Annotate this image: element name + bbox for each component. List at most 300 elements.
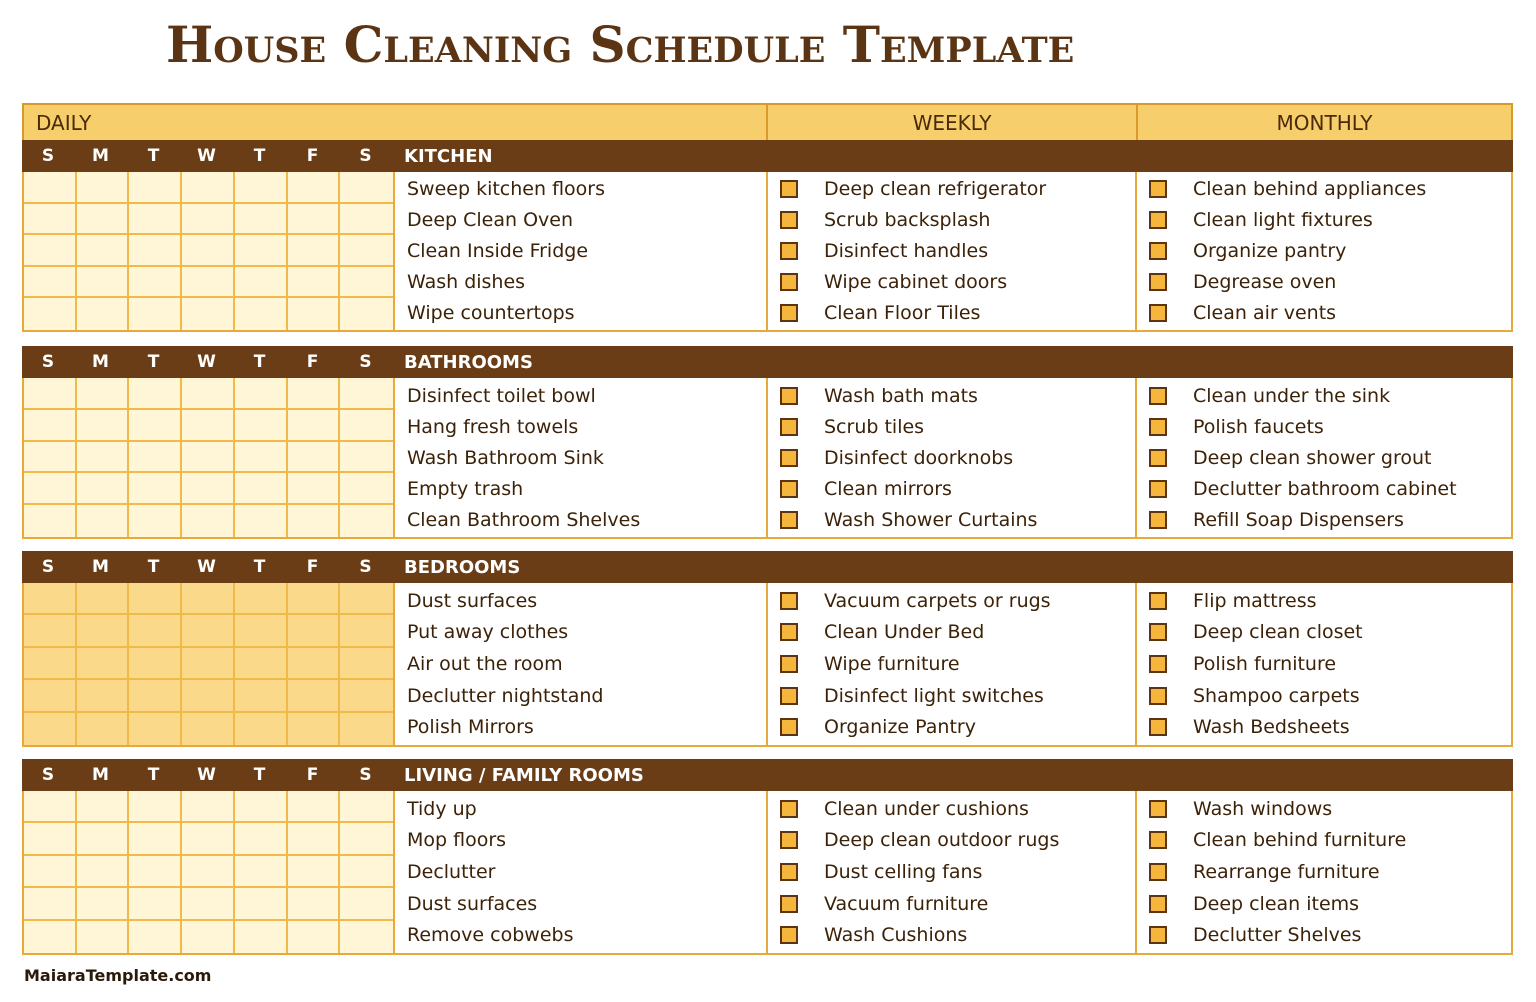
day-check-cell[interactable] [340, 921, 393, 953]
day-letter: W [197, 765, 216, 785]
section-body [22, 172, 1513, 332]
task-label: Clean Floor Tiles [824, 301, 981, 324]
day-check-cell[interactable] [182, 583, 235, 615]
weekly-task-item[interactable] [780, 617, 1135, 647]
day-check-cell[interactable] [77, 615, 130, 647]
checkbox-icon[interactable] [780, 592, 798, 610]
checkbox-icon[interactable] [1149, 242, 1167, 260]
day-check-cell[interactable] [182, 615, 235, 647]
task-label: Declutter Shelves [1193, 924, 1362, 947]
day-check-cell[interactable] [129, 505, 182, 537]
day-check-cell[interactable] [77, 204, 130, 236]
day-letter: T [253, 765, 266, 785]
day-check-cell[interactable] [77, 856, 130, 888]
day-check-cell[interactable] [182, 204, 235, 236]
monthly-task-item[interactable] [1149, 298, 1511, 328]
daily-task-item [407, 825, 766, 855]
monthly-task-item[interactable] [1149, 443, 1511, 473]
day-check-cell[interactable] [288, 615, 341, 647]
checkbox-icon[interactable] [780, 687, 798, 705]
monthly-task-item[interactable] [1149, 236, 1511, 266]
checkbox-icon[interactable] [1149, 926, 1167, 944]
day-check-cell[interactable] [129, 615, 182, 647]
checkbox-icon[interactable] [1149, 831, 1167, 849]
day-check-cell[interactable] [129, 713, 182, 745]
day-check-cell[interactable] [235, 267, 288, 299]
day-check-cell[interactable] [288, 473, 341, 505]
day-letter: F [306, 557, 319, 577]
task-label: Deep clean closet [1193, 621, 1363, 644]
day-check-cell[interactable] [24, 204, 77, 236]
day-check-cell[interactable] [235, 823, 288, 855]
monthly-task-item[interactable] [1149, 857, 1511, 887]
monthly-task-item[interactable] [1149, 267, 1511, 297]
task-label: Dust celling fans [824, 860, 983, 883]
daily-task-item [407, 205, 766, 235]
weekly-task-item[interactable] [780, 298, 1135, 328]
day-check-cell[interactable] [182, 473, 235, 505]
day-check-cell[interactable] [182, 172, 235, 204]
task-label: Deep clean items [1193, 892, 1360, 915]
day-check-cell[interactable] [235, 791, 288, 823]
day-check-cell[interactable] [235, 410, 288, 442]
day-check-cell[interactable] [77, 267, 130, 299]
day-letter: F [306, 765, 319, 785]
day-check-cell[interactable] [129, 298, 182, 330]
day-check-cell[interactable] [129, 888, 182, 920]
daily-task-item [407, 586, 766, 616]
day-check-cell[interactable] [235, 680, 288, 712]
day-check-cell[interactable] [235, 505, 288, 537]
checkbox-icon[interactable] [780, 895, 798, 913]
day-check-cell[interactable] [288, 583, 341, 615]
daily-task-item [407, 443, 766, 473]
section-header [22, 551, 1513, 583]
day-check-cell[interactable] [288, 648, 341, 680]
monthly-task-item[interactable] [1149, 412, 1511, 442]
monthly-task-item[interactable] [1149, 505, 1511, 535]
day-check-cell[interactable] [235, 378, 288, 410]
weekly-task-list [768, 172, 1137, 330]
daily-task-item [407, 412, 766, 442]
checkbox-icon[interactable] [780, 180, 798, 198]
section-header [22, 346, 1513, 378]
weekly-task-item[interactable] [780, 681, 1135, 711]
checkbox-icon[interactable] [780, 449, 798, 467]
section-body [22, 378, 1513, 539]
day-letter: S [41, 146, 55, 166]
day-check-cell[interactable] [182, 298, 235, 330]
day-check-cell[interactable] [288, 442, 341, 474]
section-body [22, 791, 1513, 955]
day-check-cell[interactable] [129, 172, 182, 204]
daily-task-item [407, 920, 766, 950]
monthly-task-item[interactable] [1149, 174, 1511, 204]
daily-task-list [395, 791, 768, 953]
section-living-family-rooms [22, 759, 1513, 955]
monthly-column-header: MONTHLY [1276, 110, 1373, 135]
day-check-cell[interactable] [77, 442, 130, 474]
checkbox-icon[interactable] [1149, 211, 1167, 229]
checkbox-icon[interactable] [1149, 592, 1167, 610]
day-check-cell[interactable] [129, 680, 182, 712]
weekly-task-item[interactable] [780, 857, 1135, 887]
checkbox-icon[interactable] [1149, 687, 1167, 705]
day-check-cell[interactable] [340, 172, 393, 204]
day-check-cell[interactable] [340, 235, 393, 267]
day-check-cell[interactable] [77, 648, 130, 680]
day-check-cell[interactable] [24, 791, 77, 823]
day-check-cell[interactable] [24, 583, 77, 615]
day-check-cell[interactable] [129, 473, 182, 505]
checkbox-icon[interactable] [780, 480, 798, 498]
day-check-cell[interactable] [129, 791, 182, 823]
day-check-cell[interactable] [288, 888, 341, 920]
monthly-task-item[interactable] [1149, 825, 1511, 855]
monthly-task-item[interactable] [1149, 920, 1511, 950]
checkbox-icon[interactable] [1149, 273, 1167, 291]
day-letter: M [92, 352, 109, 372]
checkbox-icon[interactable] [780, 623, 798, 641]
section-body [22, 583, 1513, 747]
day-check-cell[interactable] [77, 680, 130, 712]
task-label: Wash Bathroom Sink [407, 446, 604, 469]
day-check-cell[interactable] [235, 921, 288, 953]
day-check-cell[interactable] [182, 648, 235, 680]
day-check-cell[interactable] [129, 648, 182, 680]
day-check-cell[interactable] [24, 298, 77, 330]
day-check-cell[interactable] [77, 235, 130, 267]
day-letter: M [92, 146, 109, 166]
day-check-cell[interactable] [235, 442, 288, 474]
task-label: Vacuum carpets or rugs [824, 589, 1051, 612]
weekly-task-item[interactable] [780, 712, 1135, 742]
checkbox-icon[interactable] [780, 242, 798, 260]
day-check-cell[interactable] [129, 442, 182, 474]
day-letter: F [306, 146, 319, 166]
checkbox-icon[interactable] [780, 211, 798, 229]
daily-task-item [407, 794, 766, 824]
day-check-cell[interactable] [129, 921, 182, 953]
day-check-cell[interactable] [340, 713, 393, 745]
task-label: Deep clean outdoor rugs [824, 829, 1060, 852]
day-check-cell[interactable] [288, 791, 341, 823]
page-title: House Cleaning Schedule Template [166, 15, 1075, 74]
weekly-task-item[interactable] [780, 586, 1135, 616]
day-check-cell[interactable] [129, 235, 182, 267]
day-letter: T [253, 352, 266, 372]
day-check-cell[interactable] [182, 823, 235, 855]
day-check-cell[interactable] [235, 888, 288, 920]
day-check-cell[interactable] [340, 888, 393, 920]
day-check-cell[interactable] [24, 267, 77, 299]
day-check-cell[interactable] [340, 378, 393, 410]
day-check-cell[interactable] [182, 442, 235, 474]
day-check-cell[interactable] [24, 615, 77, 647]
day-check-cell[interactable] [235, 713, 288, 745]
day-check-cell[interactable] [340, 680, 393, 712]
day-check-cell[interactable] [182, 888, 235, 920]
checkbox-icon[interactable] [1149, 418, 1167, 436]
day-check-cell[interactable] [24, 921, 77, 953]
daily-task-item [407, 681, 766, 711]
day-check-cell[interactable] [340, 856, 393, 888]
monthly-task-item[interactable] [1149, 649, 1511, 679]
task-label: Declutter bathroom cabinet [1193, 477, 1457, 500]
checkbox-icon[interactable] [780, 718, 798, 736]
day-letter: M [92, 765, 109, 785]
day-check-cell[interactable] [340, 442, 393, 474]
weekly-task-item[interactable] [780, 505, 1135, 535]
monthly-task-list [1137, 378, 1511, 537]
day-check-cell[interactable] [235, 648, 288, 680]
day-check-cell[interactable] [77, 823, 130, 855]
day-check-cell[interactable] [129, 204, 182, 236]
monthly-task-item[interactable] [1149, 205, 1511, 235]
daily-task-item [407, 381, 766, 411]
day-check-cell[interactable] [340, 823, 393, 855]
monthly-task-item[interactable] [1149, 474, 1511, 504]
day-check-cell[interactable] [340, 298, 393, 330]
day-check-cell[interactable] [340, 473, 393, 505]
daily-task-item [407, 267, 766, 297]
daily-tracking-grid [24, 791, 395, 953]
day-check-cell[interactable] [182, 378, 235, 410]
day-check-cell[interactable] [77, 505, 130, 537]
day-check-cell[interactable] [24, 648, 77, 680]
day-check-cell[interactable] [24, 680, 77, 712]
task-label: Clean behind furniture [1193, 829, 1407, 852]
task-label: Clean mirrors [824, 477, 952, 500]
daily-task-item [407, 857, 766, 887]
weekly-task-item[interactable] [780, 267, 1135, 297]
day-check-cell[interactable] [340, 791, 393, 823]
weekly-task-item[interactable] [780, 381, 1135, 411]
weekly-task-item[interactable] [780, 236, 1135, 266]
task-label: Deep clean refrigerator [824, 178, 1047, 201]
weekly-task-item[interactable] [780, 920, 1135, 950]
day-check-cell[interactable] [235, 583, 288, 615]
day-check-cell[interactable] [24, 378, 77, 410]
day-check-cell[interactable] [182, 410, 235, 442]
day-check-cell[interactable] [235, 856, 288, 888]
day-check-cell[interactable] [24, 713, 77, 745]
weekly-task-list [768, 378, 1137, 537]
daily-task-item [407, 889, 766, 919]
checkbox-icon[interactable] [1149, 800, 1167, 818]
task-label: Scrub backsplash [824, 209, 991, 232]
task-label: Declutter nightstand [407, 684, 604, 707]
day-check-cell[interactable] [77, 473, 130, 505]
monthly-task-item[interactable] [1149, 381, 1511, 411]
day-check-cell[interactable] [24, 856, 77, 888]
day-check-cell[interactable] [77, 921, 130, 953]
weekly-task-list [768, 583, 1137, 745]
day-check-cell[interactable] [77, 791, 130, 823]
daily-task-list [395, 583, 768, 745]
checkbox-icon[interactable] [780, 511, 798, 529]
checkbox-icon[interactable] [1149, 387, 1167, 405]
day-check-cell[interactable] [288, 921, 341, 953]
day-check-cell[interactable] [77, 410, 130, 442]
weekly-task-item[interactable] [780, 649, 1135, 679]
day-check-cell[interactable] [340, 648, 393, 680]
checkbox-icon[interactable] [1149, 180, 1167, 198]
day-check-cell[interactable] [24, 823, 77, 855]
checkbox-icon[interactable] [780, 800, 798, 818]
monthly-task-item[interactable] [1149, 617, 1511, 647]
day-check-cell[interactable] [24, 505, 77, 537]
checkbox-icon[interactable] [780, 926, 798, 944]
day-check-cell[interactable] [235, 473, 288, 505]
checkbox-icon[interactable] [1149, 623, 1167, 641]
day-check-cell[interactable] [24, 172, 77, 204]
task-label: Wipe cabinet doors [824, 270, 1008, 293]
day-check-cell[interactable] [235, 172, 288, 204]
day-letter: S [359, 557, 372, 577]
day-check-cell[interactable] [288, 378, 341, 410]
day-check-cell[interactable] [288, 267, 341, 299]
day-check-cell[interactable] [288, 713, 341, 745]
day-check-cell[interactable] [24, 888, 77, 920]
monthly-task-item[interactable] [1149, 681, 1511, 711]
monthly-task-item[interactable] [1149, 889, 1511, 919]
task-label: Polish furniture [1193, 652, 1337, 675]
checkbox-icon[interactable] [1149, 895, 1167, 913]
day-check-cell[interactable] [129, 823, 182, 855]
task-label: Deep Clean Oven [407, 209, 573, 232]
weekly-task-item[interactable] [780, 443, 1135, 473]
checkbox-icon[interactable] [780, 863, 798, 881]
day-check-cell[interactable] [77, 298, 130, 330]
day-check-cell[interactable] [288, 856, 341, 888]
day-check-cell[interactable] [235, 235, 288, 267]
checkbox-icon[interactable] [780, 387, 798, 405]
day-check-cell[interactable] [182, 235, 235, 267]
day-check-cell[interactable] [129, 583, 182, 615]
day-check-cell[interactable] [182, 713, 235, 745]
weekly-task-item[interactable] [780, 174, 1135, 204]
day-check-cell[interactable] [129, 378, 182, 410]
day-check-cell[interactable] [182, 791, 235, 823]
day-check-cell[interactable] [129, 267, 182, 299]
task-label: Clean Inside Fridge [407, 239, 589, 262]
day-check-cell[interactable] [77, 172, 130, 204]
checkbox-icon[interactable] [780, 273, 798, 291]
checkbox-icon[interactable] [1149, 511, 1167, 529]
section-title: KITCHEN [404, 145, 493, 167]
day-check-cell[interactable] [182, 921, 235, 953]
monthly-task-item[interactable] [1149, 712, 1511, 742]
day-check-cell[interactable] [182, 856, 235, 888]
day-letter: S [41, 765, 55, 785]
checkbox-icon[interactable] [1149, 449, 1167, 467]
day-check-cell[interactable] [288, 235, 341, 267]
daily-task-item [407, 236, 766, 266]
checkbox-icon[interactable] [780, 304, 798, 322]
checkbox-icon[interactable] [780, 418, 798, 436]
task-label: Disinfect handles [824, 239, 989, 262]
day-letter: T [253, 557, 266, 577]
day-check-cell[interactable] [235, 204, 288, 236]
task-label: Scrub tiles [824, 415, 925, 438]
day-check-cell[interactable] [340, 615, 393, 647]
day-check-cell[interactable] [340, 410, 393, 442]
checkbox-icon[interactable] [780, 655, 798, 673]
weekly-task-item[interactable] [780, 474, 1135, 504]
weekly-task-item[interactable] [780, 889, 1135, 919]
day-check-cell[interactable] [288, 680, 341, 712]
day-letter: S [41, 352, 55, 372]
daily-tracking-grid [24, 378, 395, 537]
day-check-cell[interactable] [24, 410, 77, 442]
day-check-cell[interactable] [288, 410, 341, 442]
checkbox-icon[interactable] [780, 831, 798, 849]
day-check-cell[interactable] [288, 172, 341, 204]
section-title: BEDROOMS [404, 556, 521, 578]
task-label: Wipe furniture [824, 652, 960, 675]
day-check-cell[interactable] [288, 204, 341, 236]
day-check-cell[interactable] [77, 583, 130, 615]
section-header [22, 759, 1513, 791]
weekly-task-item[interactable] [780, 825, 1135, 855]
day-check-cell[interactable] [235, 615, 288, 647]
day-check-cell[interactable] [288, 505, 341, 537]
day-check-cell[interactable] [24, 235, 77, 267]
task-label: Wash windows [1193, 797, 1333, 820]
day-check-cell[interactable] [288, 823, 341, 855]
section-kitchen [22, 140, 1513, 332]
section-bedrooms [22, 551, 1513, 747]
day-check-cell[interactable] [77, 378, 130, 410]
day-check-cell[interactable] [24, 473, 77, 505]
day-check-cell[interactable] [77, 888, 130, 920]
day-check-cell[interactable] [77, 713, 130, 745]
day-letter: T [147, 557, 160, 577]
day-check-cell[interactable] [340, 505, 393, 537]
day-check-cell[interactable] [235, 298, 288, 330]
task-label: Wash dishes [407, 270, 526, 293]
checkbox-icon[interactable] [1149, 718, 1167, 736]
checkbox-icon[interactable] [1149, 655, 1167, 673]
day-check-cell[interactable] [340, 267, 393, 299]
weekly-task-item[interactable] [780, 205, 1135, 235]
checkbox-icon[interactable] [1149, 480, 1167, 498]
task-label: Dust surfaces [407, 892, 538, 915]
day-letter: S [41, 557, 55, 577]
day-check-cell[interactable] [182, 505, 235, 537]
section-title: BATHROOMS [404, 351, 533, 373]
daily-task-item [407, 712, 766, 742]
day-check-cell[interactable] [288, 298, 341, 330]
monthly-task-item[interactable] [1149, 586, 1511, 616]
checkbox-icon[interactable] [1149, 304, 1167, 322]
weekly-task-item[interactable] [780, 794, 1135, 824]
day-check-cell[interactable] [129, 856, 182, 888]
checkbox-icon[interactable] [1149, 863, 1167, 881]
daily-tracking-grid [24, 172, 395, 330]
day-check-cell[interactable] [24, 442, 77, 474]
day-check-cell[interactable] [340, 583, 393, 615]
day-check-cell[interactable] [182, 680, 235, 712]
day-check-cell[interactable] [129, 410, 182, 442]
day-letter: F [306, 352, 319, 372]
task-label: Deep clean shower grout [1193, 446, 1432, 469]
monthly-task-item[interactable] [1149, 794, 1511, 824]
day-check-cell[interactable] [182, 267, 235, 299]
weekly-task-item[interactable] [780, 412, 1135, 442]
day-check-cell[interactable] [340, 204, 393, 236]
